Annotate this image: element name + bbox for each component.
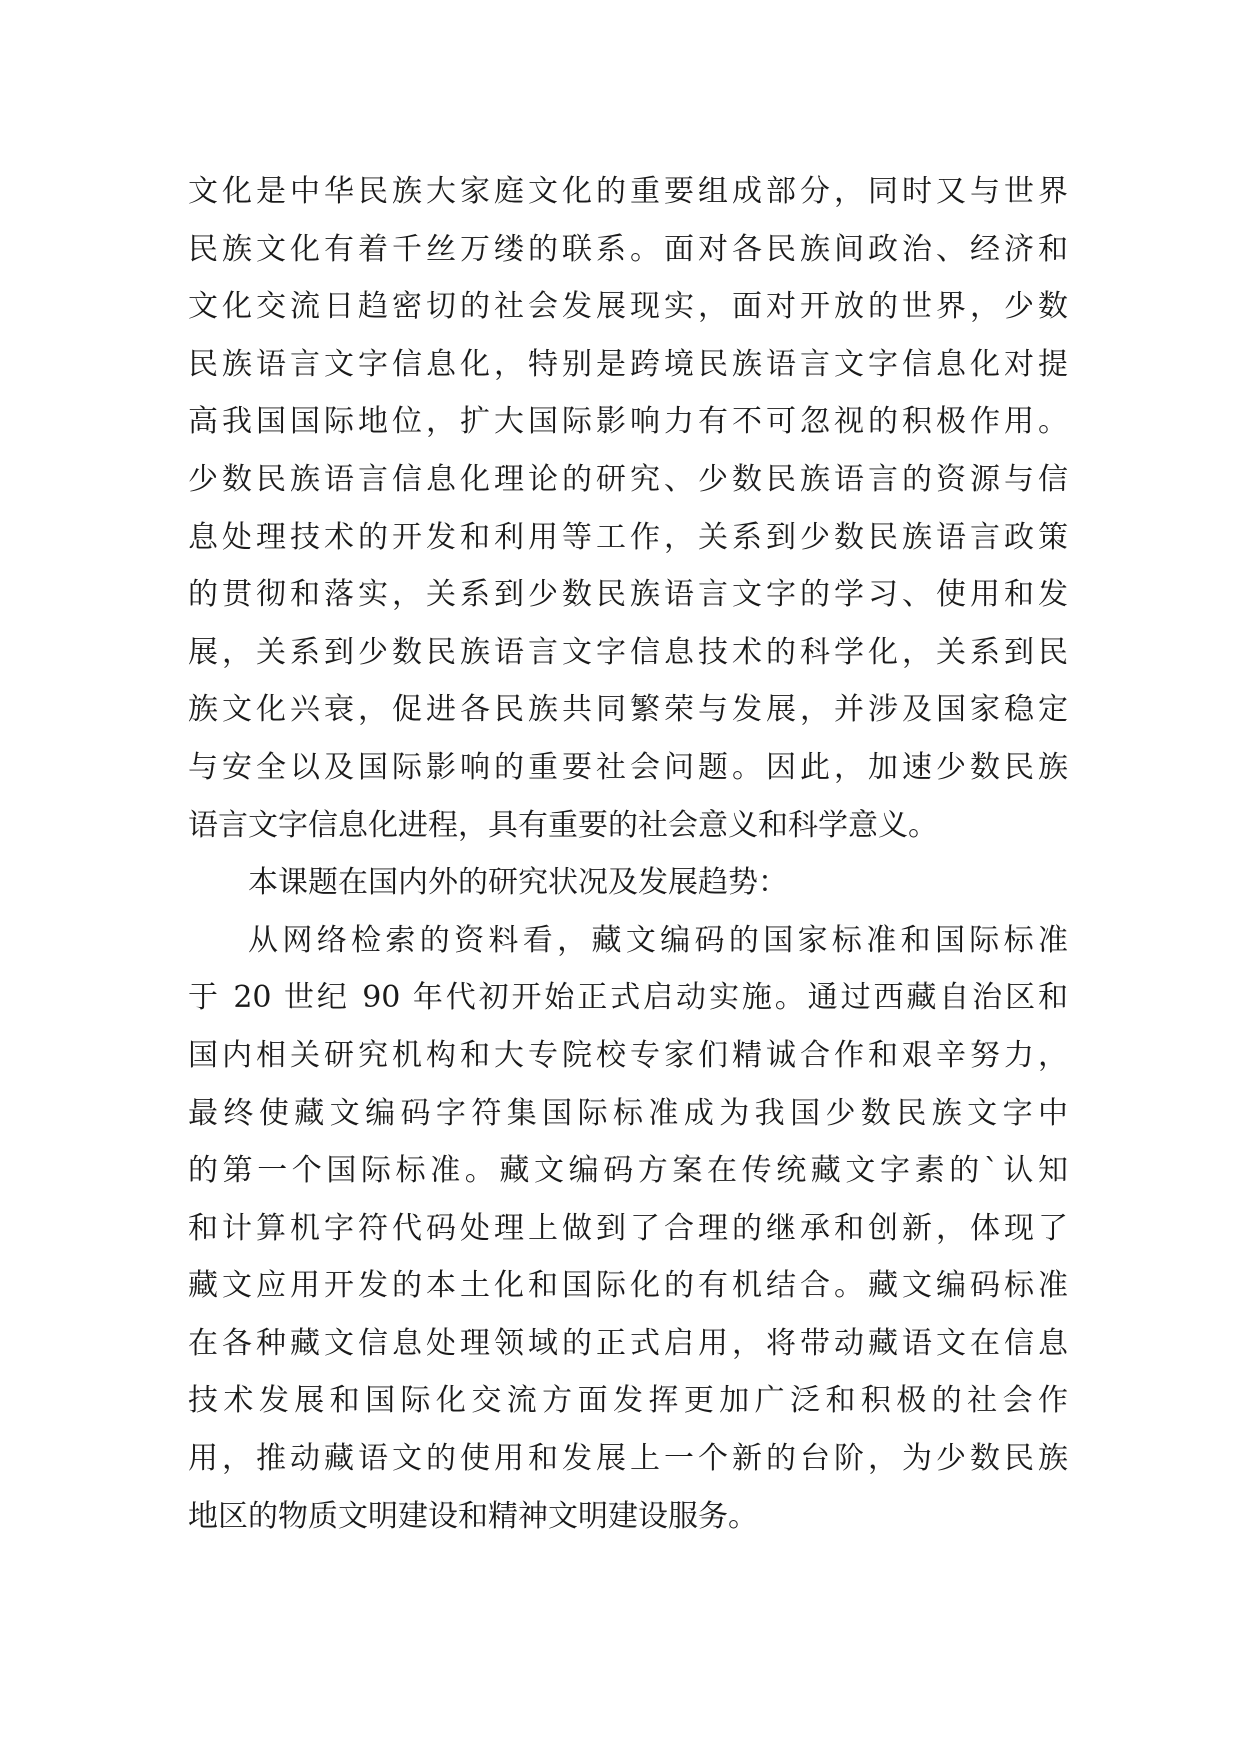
text-line: 的贯彻和落实，关系到少数民族语言文字的学习、使用和发 <box>188 577 1068 613</box>
text-line: 国内相关研究机构和大专院校专家们精诚合作和艰辛努力， <box>188 1037 1068 1073</box>
text-line: 少数民族语言信息化理论的研究、少数民族语言的资源与信 <box>188 461 1068 497</box>
text-line: 民族语言文字信息化，特别是跨境民族语言文字信息化对提 <box>188 346 1068 382</box>
text-line: 文化是中华民族大家庭文化的重要组成部分，同时又与世界 <box>188 174 1068 209</box>
text-line: 语言文字信息化进程，具有重要的社会意义和科学意义。 <box>188 807 938 843</box>
text-line: 藏文应用开发的本土化和国际化的有机结合。藏文编码标准 <box>188 1268 1068 1304</box>
text-line: 地区的物质文明建设和精神文明建设服务。 <box>188 1498 758 1534</box>
text-line: 息处理技术的开发和利用等工作，关系到少数民族语言政策 <box>188 519 1068 555</box>
paragraph-2 <box>188 912 1068 1546</box>
text-line: 展，关系到少数民族语言文字信息技术的科学化，关系到民 <box>188 634 1068 670</box>
text-line: 族文化兴衰，促进各民族共同繁荣与发展，并涉及国家稳定 <box>188 692 1068 728</box>
paragraph-1 <box>188 163 1068 854</box>
text-line: 文化交流日趋密切的社会发展现实，面对开放的世界，少数 <box>188 289 1068 325</box>
text-line: 在各种藏文信息处理领域的正式启用，将带动藏语文在信息 <box>188 1325 1068 1361</box>
text-line: 高我国国际地位，扩大国际影响力有不可忽视的积极作用。 <box>188 404 1068 440</box>
text-line: 民族文化有着千丝万缕的联系。面对各民族间政治、经济和 <box>188 231 1068 267</box>
text-line: 和计算机字符代码处理上做到了合理的继承和创新，体现了 <box>188 1210 1068 1246</box>
text-line: 最终使藏文编码字符集国际标准成为我国少数民族文字中 <box>188 1095 1068 1131</box>
text-line: 于 20 世纪 90 年代初开始正式启动实施。通过西藏自治区和 <box>188 980 1068 1016</box>
section-heading: 本课题在国内外的研究状况及发展趋势： <box>248 865 788 901</box>
text-line: 技术发展和国际化交流方面发挥更加广泛和积极的社会作 <box>188 1383 1068 1419</box>
text-line: 用，推动藏语文的使用和发展上一个新的台阶，为少数民族 <box>188 1441 1068 1477</box>
text-line: 的第一个国际标准。藏文编码方案在传统藏文字素的`认知 <box>188 1153 1068 1189</box>
text-line: 从网络检索的资料看，藏文编码的国家标准和国际标准 <box>248 922 1068 958</box>
text-line: 与安全以及国际影响的重要社会问题。因此，加速少数民族 <box>188 749 1068 785</box>
body-text <box>188 163 1068 1545</box>
